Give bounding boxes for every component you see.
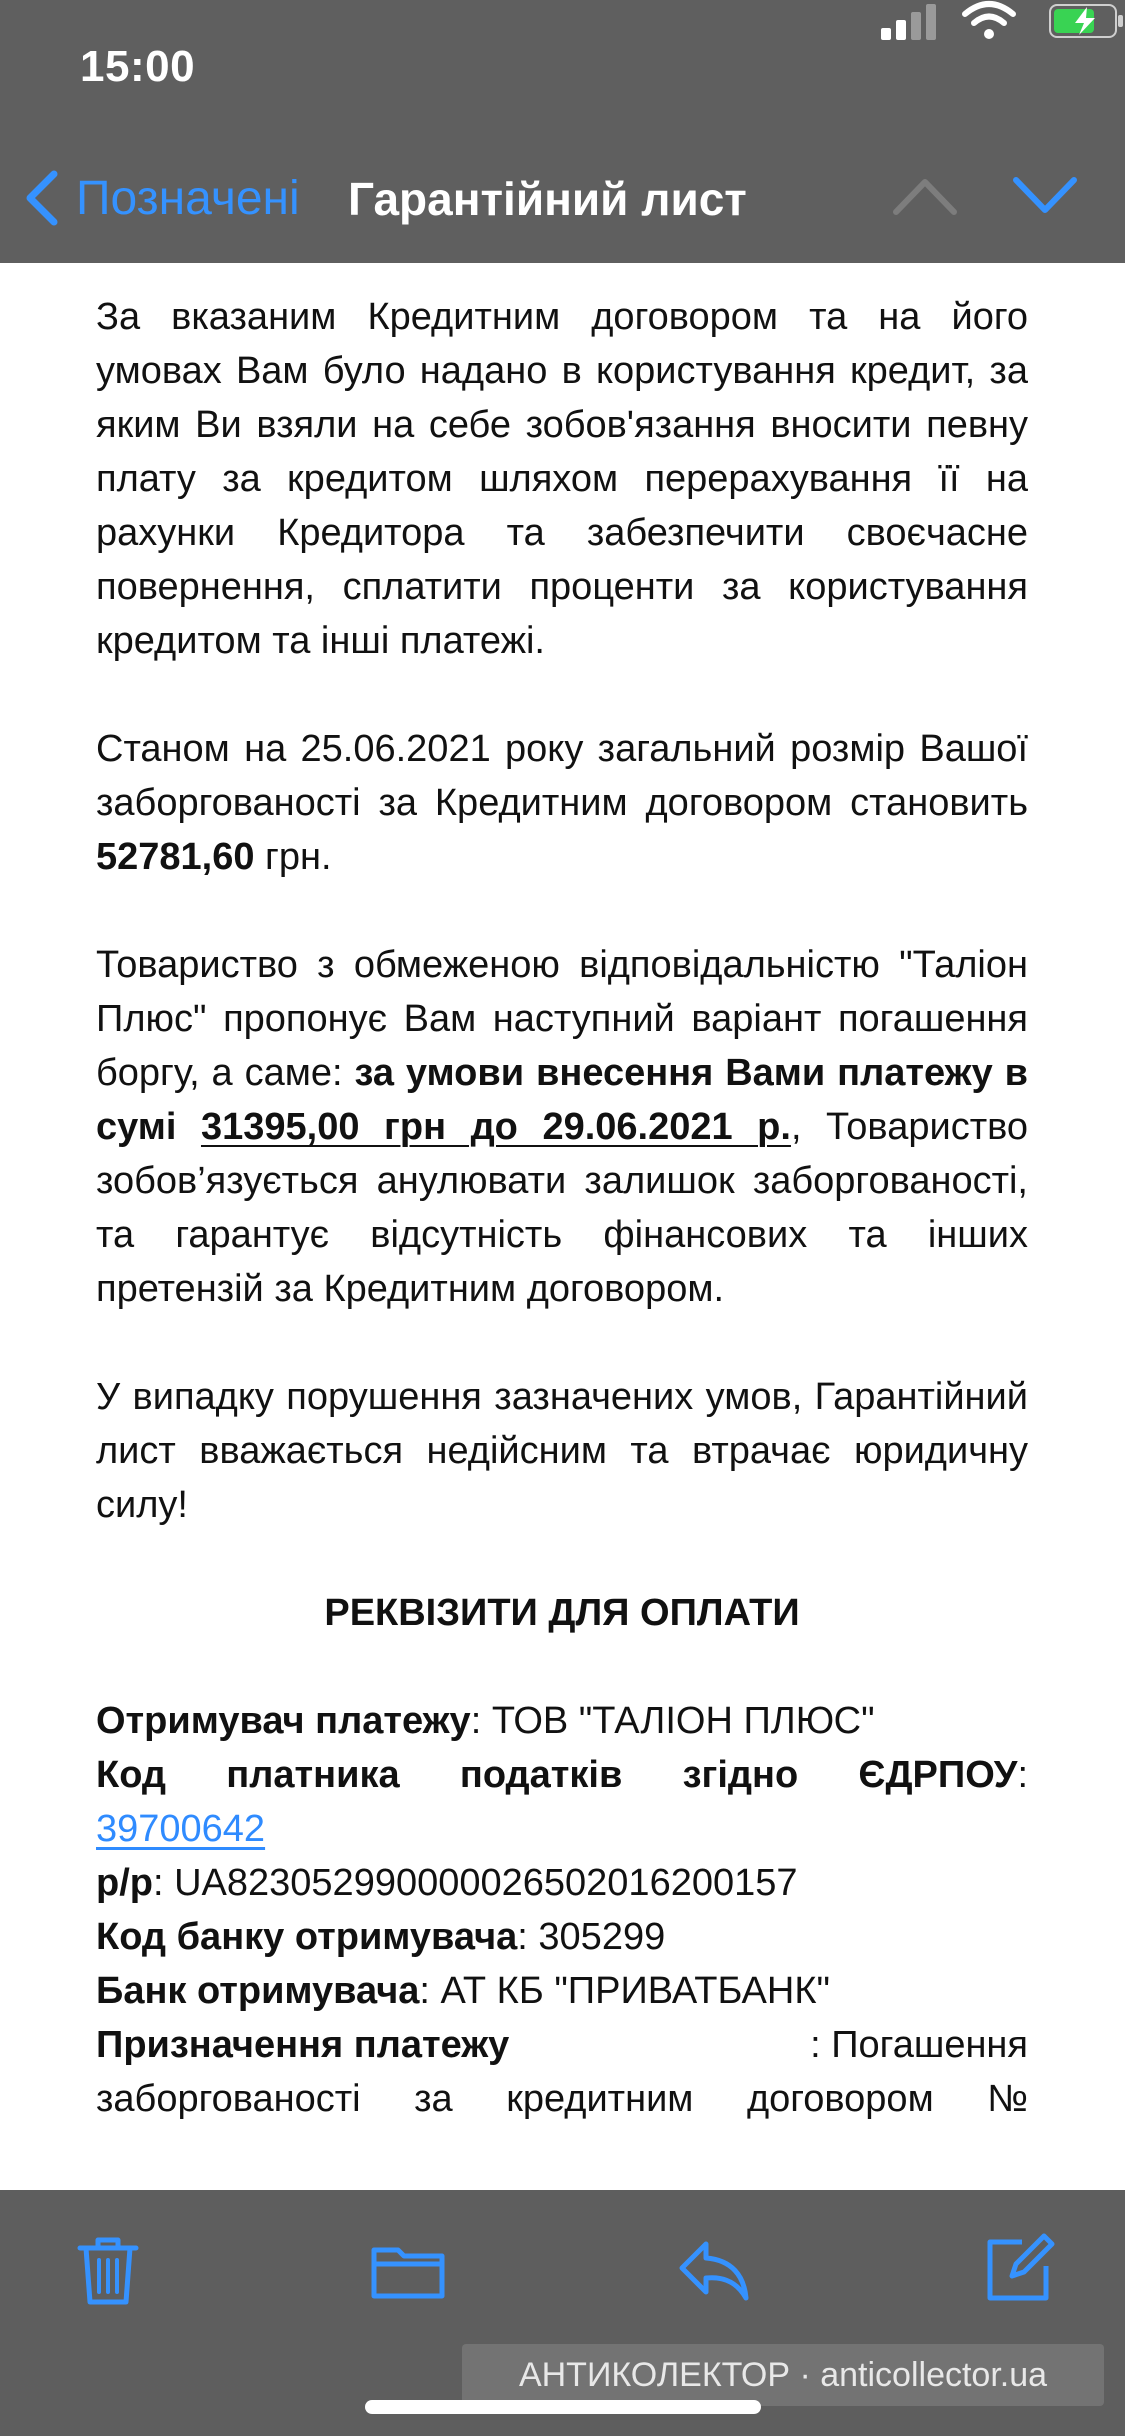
paragraph-violation: У випадку порушення зазначених умов, Гарантійний лист вважається недійсним та втрачає юридичну силу! bbox=[96, 1376, 1028, 1526]
offer-text-end: , Товариство зобов’язується анулювати залишок заборгованості, та гарантує відсутність фінансових та інших претензій за Кредитним договором. bbox=[96, 1106, 1028, 1310]
reply-icon[interactable] bbox=[674, 2230, 754, 2310]
paragraph-debt-amount bbox=[96, 722, 1028, 884]
account-value: : UA823052990000026502016200157 bbox=[152, 1862, 798, 1904]
next-message-icon[interactable] bbox=[1010, 170, 1080, 220]
paragraph-credit-terms: За вказаним Кредитним договором та на його умовах Вам було надано в користування кредит, за яким Ви взяли на себе зобов'язання вносити певну плату за кредитом шляхом перерахування її на рахунки Кредитора та забезпечити своєчасне повернення, сплатити проценти за користування кредитом та інші платежі. bbox=[96, 296, 1028, 662]
status-time: 15:00 bbox=[80, 42, 196, 91]
paragraph-offer bbox=[96, 938, 1028, 1316]
account-label: р/р bbox=[96, 1862, 153, 1904]
home-indicator[interactable] bbox=[365, 2400, 761, 2414]
recipient-row bbox=[96, 1694, 1028, 1748]
top-bar bbox=[0, 0, 1125, 263]
bank-code-label: Код банку отримувача bbox=[96, 1916, 518, 1958]
debt-currency: грн. bbox=[254, 836, 332, 878]
wifi-icon bbox=[961, 0, 1017, 40]
edrpou-link[interactable]: 39700642 bbox=[96, 1808, 266, 1850]
purpose-continued: заборгованості за кредитним договором № bbox=[96, 2078, 1028, 2120]
offer-condition: за умови внесення Вами платежу в сумі bbox=[96, 1052, 1028, 1148]
account-row bbox=[96, 1856, 1028, 1910]
bank-value: : АТ КБ "ПРИВАТБАНК" bbox=[419, 1970, 830, 2012]
battery-charging-icon bbox=[1049, 4, 1125, 38]
edrpou-label: Код платника податків згідно ЄДРПОУ bbox=[96, 1754, 1018, 1796]
trash-icon[interactable] bbox=[68, 2230, 148, 2310]
purpose-label: Призначення платежу bbox=[96, 2024, 510, 2066]
folder-icon[interactable] bbox=[368, 2230, 448, 2310]
bank-row bbox=[96, 1964, 1028, 2018]
edrpou-colon: : bbox=[1017, 1754, 1028, 1796]
debt-amount: 52781,60 bbox=[96, 836, 255, 878]
recipient-label: Отримувач платежу bbox=[96, 1700, 471, 1742]
bank-code-row bbox=[96, 1910, 1028, 1964]
chevron-left-icon bbox=[22, 168, 62, 228]
previous-message-icon[interactable] bbox=[890, 170, 960, 220]
cellular-signal-icon bbox=[881, 4, 937, 40]
message-body bbox=[96, 290, 1028, 2126]
purpose-value: : Погашення bbox=[810, 2024, 1028, 2066]
payment-details bbox=[96, 1694, 1028, 2126]
message-title: Гарантійний лист bbox=[348, 173, 747, 225]
offer-text: Товариство з обмеженою відповідальністю "Таліон Плюс" пропонує Вам наступний варіант погашення боргу, а саме: bbox=[96, 944, 1028, 1094]
purpose-row bbox=[96, 2018, 1028, 2072]
bank-code-value: : 305299 bbox=[517, 1916, 666, 1958]
edrpou-row bbox=[96, 1748, 1028, 1802]
debt-text: Станом на 25.06.2021 року загальний розмір Вашої заборгованості за Кредитним договором становить bbox=[96, 728, 1028, 824]
edrpou-value-row bbox=[96, 1802, 1028, 1856]
compose-icon[interactable] bbox=[978, 2230, 1058, 2310]
bank-label: Банк отримувача bbox=[96, 1970, 420, 2012]
watermark: АНТИКОЛЕКТОР · anticollector.ua bbox=[462, 2344, 1104, 2406]
back-button[interactable] bbox=[22, 162, 300, 234]
back-label: Позначені bbox=[76, 171, 300, 225]
recipient-value: : ТОВ "ТАЛІОН ПЛЮС" bbox=[470, 1700, 875, 1742]
offer-amount-deadline: 31395,00 грн до 29.06.2021 р. bbox=[200, 1106, 791, 1148]
payment-details-heading: РЕКВІЗИТИ ДЛЯ ОПЛАТИ bbox=[324, 1592, 800, 1634]
